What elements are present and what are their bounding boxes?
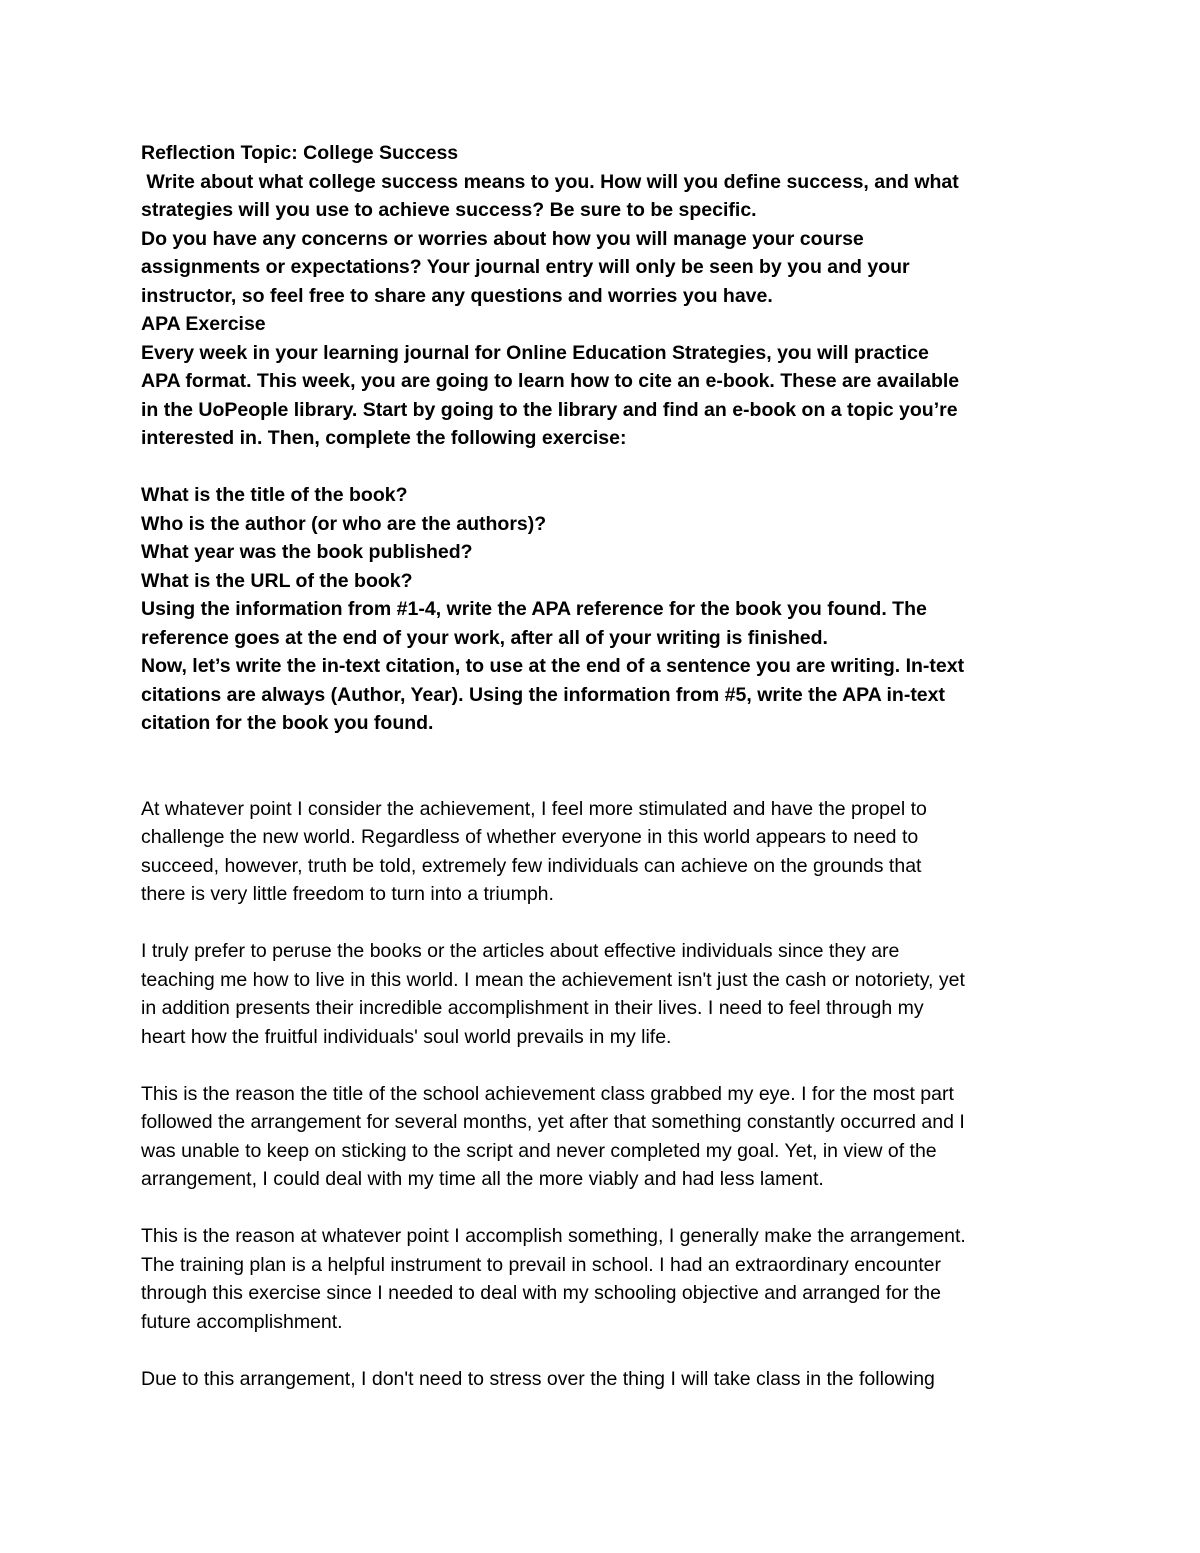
prompt-section (141, 139, 1071, 453)
response-section (141, 795, 1071, 1394)
spacer (141, 1051, 1071, 1080)
spacer (141, 1336, 1071, 1365)
prompt-line: in the UoPeople library. Start by going to the library and find an e-book on a topic you’re (141, 398, 958, 421)
response-paragraph (141, 1365, 1071, 1394)
document-page (141, 139, 1071, 1393)
response-line: This is the reason the title of the school achievement class grabbed my eye. I for the most part (141, 1082, 954, 1105)
response-paragraph (141, 1222, 1071, 1336)
response-line: in addition presents their incredible accomplishment in their lives. I need to feel through my (141, 997, 924, 1019)
response-line: teaching me how to live in this world. I mean the achievement isn't just the cash or notoriety, yet (141, 968, 965, 991)
response-line: succeed, however, truth be told, extremely few individuals can achieve on the grounds that (141, 854, 922, 877)
prompt-line: Write about what college success means to you. How will you define success, and what (141, 170, 959, 193)
question-line: What year was the book published? (141, 541, 473, 563)
question-line: Who is the author (or who are the authors)? (141, 512, 547, 535)
response-line: followed the arrangement for several months, yet after that something constantly occurred and I (141, 1111, 965, 1133)
question-line: What is the title of the book? (141, 484, 408, 506)
response-line: I truly prefer to peruse the books or the articles about effective individuals since they are (141, 940, 900, 962)
response-line: through this exercise since I needed to deal with my schooling objective and arranged for the (141, 1282, 941, 1304)
response-paragraph (141, 937, 1071, 1051)
response-line: heart how the fruitful individuals' soul world prevails in my life. (141, 1025, 672, 1048)
prompt-line: APA format. This week, you are going to learn how to cite an e-book. These are available (141, 370, 960, 392)
question-line: citations are always (Author, Year). Using the information from #5, write the APA in-text (141, 683, 945, 706)
response-line: Due to this arrangement, I don't need to stress over the thing I will take class in the following (141, 1367, 935, 1390)
spacer (141, 1194, 1071, 1223)
question-line: What is the URL of the book? (141, 569, 413, 592)
response-line: future accomplishment. (141, 1310, 343, 1333)
response-line: This is the reason at whatever point I accomplish something, I generally make the arrangement. (141, 1225, 966, 1247)
response-line: arrangement, I could deal with my time all the more viably and had less lament. (141, 1168, 824, 1190)
response-line: At whatever point I consider the achievement, I feel more stimulated and have the propel to (141, 797, 927, 820)
prompt-line: Do you have any concerns or worries about how you will manage your course (141, 227, 864, 250)
spacer (141, 738, 1071, 795)
spacer (141, 453, 1071, 482)
question-line: reference goes at the end of your work, after all of your writing is finished. (141, 626, 828, 649)
question-line: Now, let’s write the in-text citation, to use at the end of a sentence you are writing. In-text (141, 655, 965, 677)
response-paragraph (141, 795, 1071, 909)
response-line: was unable to keep on sticking to the script and never completed my goal. Yet, in view of the (141, 1139, 937, 1162)
response-line: The training plan is a helpful instrument to prevail in school. I had an extraordinary encounter (141, 1253, 941, 1276)
prompt-title: Reflection Topic: College Success (141, 142, 459, 164)
prompt-line: strategies will you use to achieve success? Be sure to be specific. (141, 199, 757, 221)
questions-section (141, 481, 1071, 738)
spacer (141, 909, 1071, 938)
response-line: challenge the new world. Regardless of whether everyone in this world appears to need to (141, 826, 919, 848)
response-paragraph (141, 1080, 1071, 1194)
prompt-line: interested in. Then, complete the following exercise: (141, 427, 627, 449)
response-line: there is very little freedom to turn into a triumph. (141, 883, 554, 905)
prompt-line: assignments or expectations? Your journal entry will only be seen by you and your (141, 256, 910, 278)
prompt-line: Every week in your learning journal for Online Education Strategies, you will practice (141, 341, 929, 364)
question-line: citation for the book you found. (141, 712, 434, 734)
apa-exercise-heading: APA Exercise (141, 313, 266, 335)
question-line: Using the information from #1-4, write the APA reference for the book you found. The (141, 598, 927, 620)
prompt-line: instructor, so feel free to share any questions and worries you have. (141, 284, 773, 307)
